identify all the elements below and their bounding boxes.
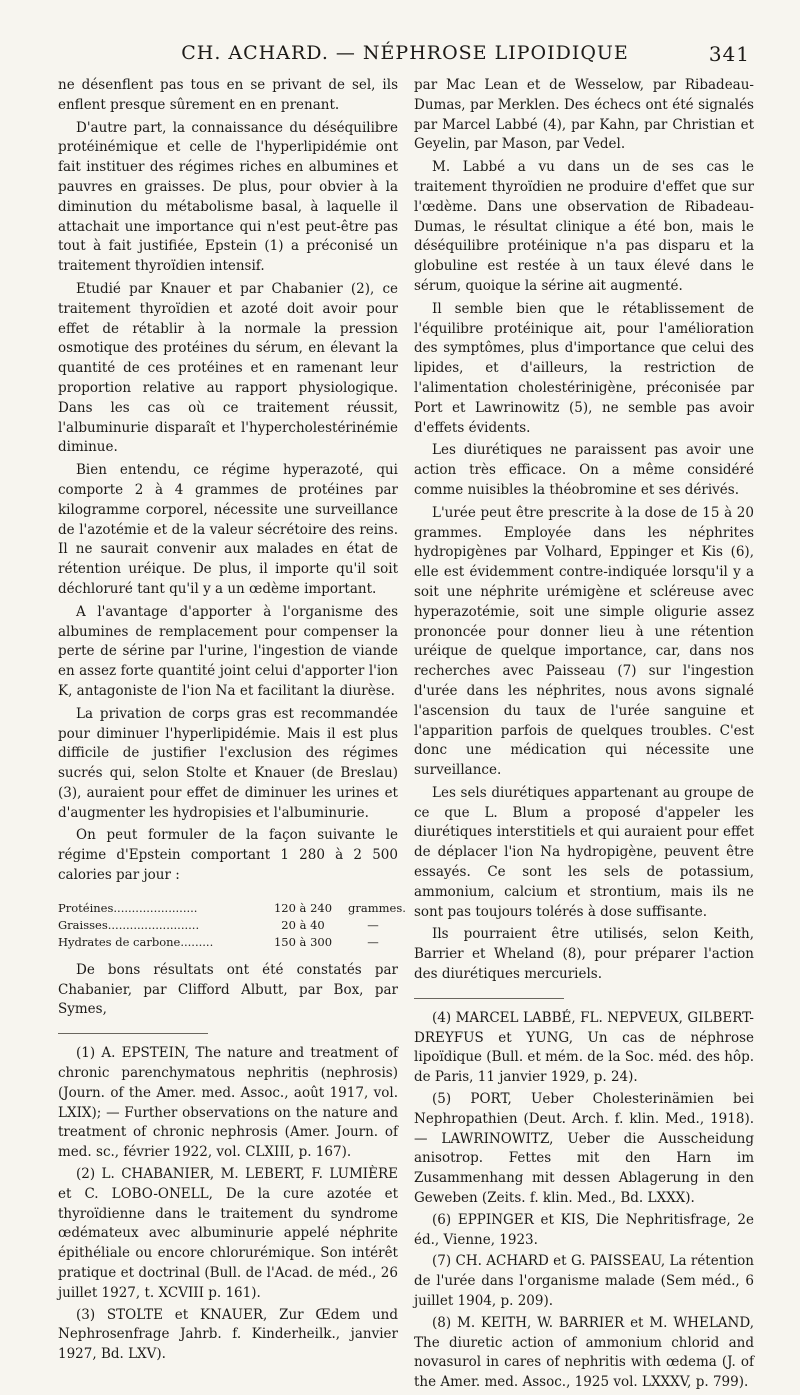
amount-cell: 20 à 40 xyxy=(281,917,325,932)
footnote: (5) PORT, Ueber Cholesterinämien bei Nephropathien (Deut. Arch. f. klin. Med., 1918). — LAWRINOWITZ, Ueber die Ausscheidung anisotrop. Fettes mit den Harn im Zusammenhang mit dessen Ablagerung in den Geweben (Zeits. f. klin. Med., Bd. LXXX). xyxy=(414,1091,754,1207)
paragraph: ne désenflent pas tous en se privant de sel, ils enflent presque sûrement en en prenant. xyxy=(58,77,398,113)
paragraph: On peut formuler de la façon suivante le régime d'Epstein comportant 1 280 à 2 500 calories par jour : xyxy=(58,827,398,884)
unit-cell: — xyxy=(367,917,379,932)
food-cell: Hydrates de carbone......... xyxy=(58,934,214,949)
footnote: (8) M. KEITH, W. BARRIER et M. WHELAND, The diuretic action of ammonium chlorid and novasurol in cares of nephritis with œdema (J. of the Amer. med. Assoc., 1925 vol. LXXXV, p. 799). xyxy=(414,1314,754,1391)
paragraph: Bien entendu, ce régime hyperazoté, qui comporte 2 à 4 grammes de protéines par kilogramme corporel, nécessite une surveillance de l'azotémie et de la valeur sécrétoire des reins. Il ne saurait convenir aux malades en état de rétention uréique. De plus, il importe qu'il soit déchloruré tant qu'il y a un œdème important. xyxy=(58,462,398,597)
footnotes xyxy=(58,1044,398,1365)
paragraph: La privation de corps gras est recommandée pour diminuer l'hyperlipidémie. Mais il est plus difficile de justifier l'exclusion des régimes sucrés qui, selon Stolte et Knauer (de Breslau) (3), auraient pour effet de diminuer les urines et d'augmenter les hydropisies et l'albuminurie. xyxy=(58,705,398,821)
unit-cell: grammes. xyxy=(348,900,406,915)
paragraph: Les diurétiques ne paraissent pas avoir une action très efficace. On a même considéré comme nuisibles la théobromine et ses dérivés. xyxy=(414,442,754,498)
left-column xyxy=(58,76,406,1367)
amount-cell: 120 à 240 xyxy=(273,900,333,915)
page-number: 341 xyxy=(708,42,750,66)
table-row xyxy=(58,917,398,934)
footnote: (3) STOLTE et KNAUER, Zur Œdem und Nephrosenfrage Jahrb. f. Kinderheilk., janvier 1927, Bd. LXV). xyxy=(58,1306,398,1363)
food-cell: Graisses......................... xyxy=(58,917,200,932)
page-header xyxy=(60,42,750,72)
paragraph: par Mac Lean et de Wesselow, par Ribadeau-Dumas, par Merklen. Des échecs ont été signalés par Marcel Labbé (4), par Kahn, par Christian et Geyelin, par Mason, par Vedel. xyxy=(414,77,754,153)
paragraph: Etudié par Knauer et par Chabanier (2), ce traitement thyroïdien et azoté doit avoir pour effet de rétablir à la normale la pression osmotique des protéines du sérum, en élevant la quantité de ces protéines et en ramenant leur proportion relative au rapport physiologique. Dans les cas où ce traitement réussit, l'albuminurie disparaît et l'hypercholestérinémie diminue. xyxy=(58,280,398,456)
footnote-divider xyxy=(414,998,564,999)
footnote: (7) CH. ACHARD et G. PAISSEAU, La rétention de l'urée dans l'organisme malade (Sem méd., 6 juillet 1904, p. 209). xyxy=(414,1253,754,1310)
food-cell: Protéines....................... xyxy=(58,900,198,915)
diet-table xyxy=(58,900,406,951)
right-column xyxy=(414,76,754,1395)
footnote: (4) MARCEL LABBÉ, FL. NEPVEUX, GILBERT-DREYFUS et YUNG, Un cas de néphrose lipoïdique (Bull. et mém. de la Soc. méd. des hôp. de Paris, 11 janvier 1929, p. 24). xyxy=(414,1009,754,1086)
footnote: (2) L. CHABANIER, M. LEBERT, F. LUMIÈRE et C. LOBO-ONELL, De la cure azotée et thyroïdienne dans le traitement du syndrome œdémateux avec albuminurie appelé néphrite épithéliale ou encore chlorurémique. Son intérêt pratique et doctrinal (Bull. de l'Acad. de méd., 26 juillet 1927, t. XCVIII p. 161). xyxy=(58,1166,398,1301)
paragraph: De bons résultats ont été constatés par Chabanier, par Clifford Albutt, par Box, par Symes, xyxy=(58,961,398,1018)
paragraph: D'autre part, la connaissance du déséquilibre protéinémique et celle de l'hyperlipidémie ont fait instituer des régimes riches en albumines et pauvres en graisses. De plus, pour obvier à la diminution du métabolisme basal, à laquelle il attachait une importance qui n'est peut-être pas tout à fait justifiée, Epstein (1) a préconisé un traitement thyroïdien intensif. xyxy=(58,119,398,275)
footnote-divider xyxy=(58,1033,208,1034)
footnote: (1) A. EPSTEIN, The nature and treatment of chronic parenchymatous nephritis (nephrosis) (Journ. of the Amer. med. Assoc., août 1917, vol. LXIX); — Further observations on the nature and treatment of chronic nephrosis (Amer. Journ. of med. sc., février 1922, vol. CLXIII, p. 167). xyxy=(58,1045,398,1161)
table-row xyxy=(58,900,406,917)
footnote: (6) EPPINGER et KIS, Die Nephritisfrage, 2e éd., Vienne, 1923. xyxy=(414,1211,754,1248)
paragraph: M. Labbé a vu dans un de ses cas le traitement thyroïdien ne produire d'effet que sur l'œdème. Dans une observation de Ribadeau-Dumas, le résultat clinique a été bon, mais le déséquilibre protéinique n'a pas disparu et la globuline est restée à un taux élevé dans le sérum, quoique la sérine ait augmenté. xyxy=(414,159,754,294)
paragraph: Ils pourraient être utilisés, selon Keith, Barrier et Wheland (8), pour préparer l'action des diurétiques mercuriels. xyxy=(414,926,754,983)
paragraph: Il semble bien que le rétablissement de l'équilibre protéinique ait, pour l'amélioration des symptômes, plus d'importance que celui des lipides, et d'ailleurs, la restriction de l'alimentation cholestérinigène, préconisée par Port et Lawrinowitz (5), ne semble pas avoir d'effets évidents. xyxy=(414,300,754,436)
paragraph: A l'avantage d'apporter à l'organisme des albumines de remplacement pour compenser la perte de sérine par l'urine, l'ingestion de viande en assez forte quantité joint celui d'apporter l'ion K, antagoniste de l'ion Na et facilitant la diurèse. xyxy=(58,603,398,699)
running-title: CH. ACHARD. — NÉPHROSE LIPOIDIQUE xyxy=(181,42,629,64)
footnotes xyxy=(414,1009,754,1393)
paragraph: L'urée peut être prescrite à la dose de 15 à 20 grammes. Employée dans les néphrites hydropigènes par Volhard, Eppinger et Kis (6), elle est évidemment contre-indiquée lorsqu'il y a soit une néphrite urémigène et scléreuse avec hyperazotémie, soit une simple oligurie assez prononcée pour donner lieu à une rétention uréique de quelque importance, car, dans nos recherches avec Paisseau (7) sur l'ingestion d'urée dans les néphrites, nous avons signalé l'ascension du taux de l'urée sanguine et l'apparition parfois de quelques troubles. C'est donc une médication qui nécessite une surveillance. xyxy=(414,504,754,779)
unit-cell: — xyxy=(367,934,379,949)
table-row xyxy=(58,934,398,951)
amount-cell: 150 à 300 xyxy=(273,934,333,949)
paragraph: Les sels diurétiques appartenant au groupe de ce que L. Blum a proposé d'appeler les diurétiques interstitiels et qui auraient pour effet de déplacer l'ion Na hydropigène, peuvent être essayés. Ce sont les sels de potassium, ammonium, calcium et strontium, mais ils ne sont pas toujours tolérés à dose suffisante. xyxy=(414,784,754,920)
